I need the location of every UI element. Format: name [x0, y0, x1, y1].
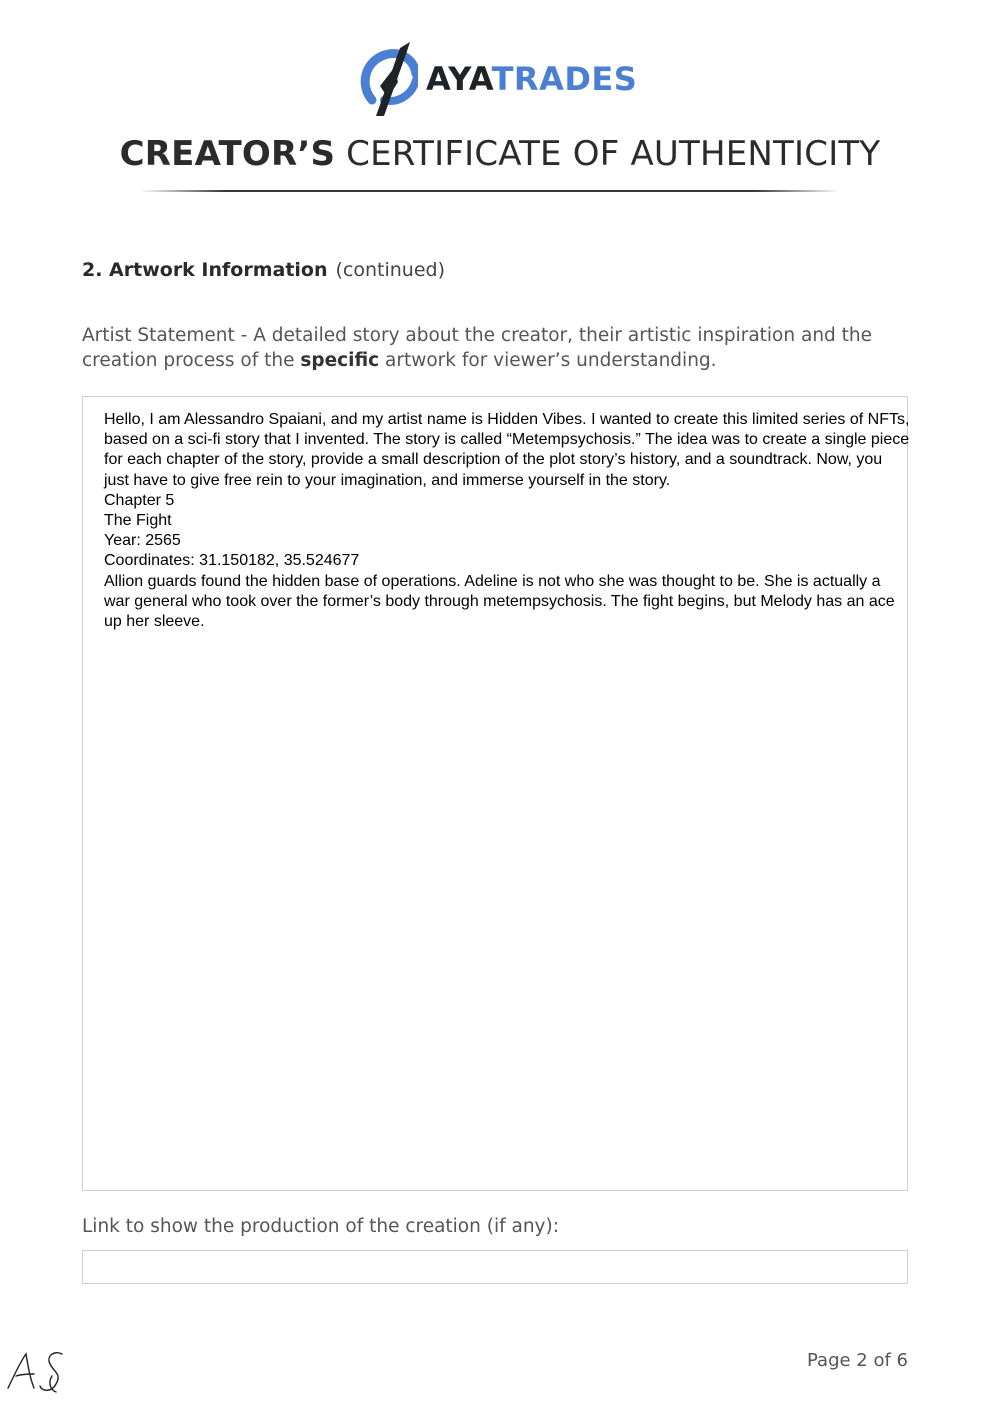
statement-chapter-title: The Fight: [104, 512, 172, 530]
certificate-title-bold: CREATOR’S: [119, 134, 336, 174]
statement-chapter-story: Allion guards found the hidden base of operations. Adeline is not who she was thought to be. She is actually a war general who took over the former’s body through metempsychosis. The fight begins, but Melody has an ace up her sleeve.: [104, 572, 895, 631]
brand-part-trades: TRADES: [491, 60, 638, 98]
production-link-label: Link to show the production of the creation (if any):: [82, 1216, 559, 1237]
artist-statement-label: [82, 323, 902, 373]
certificate-title: [0, 134, 1000, 174]
brand-name: [426, 60, 637, 98]
artist-statement-text: [104, 410, 910, 632]
section-heading-note: (continued): [335, 259, 446, 281]
page-number: Page 2 of 6: [807, 1350, 908, 1371]
statement-coordinates: Coordinates: 31.150182, 35.524677: [104, 552, 360, 570]
ayatrades-logo-icon: [354, 40, 418, 118]
statement-label-part2: artwork for viewer’s understanding.: [379, 350, 717, 371]
certificate-title-rest: CERTIFICATE OF AUTHENTICITY: [335, 134, 881, 174]
brand-part-aya: AYA: [426, 60, 492, 98]
artist-statement-field[interactable]: [82, 396, 908, 1191]
section-heading-title: 2. Artwork Information: [82, 259, 328, 281]
production-link-field[interactable]: [82, 1250, 908, 1284]
statement-year: Year: 2565: [104, 532, 181, 550]
ayatrades-logo: [354, 38, 644, 120]
statement-paragraph: Hello, I am Alessandro Spaiani, and my artist name is Hidden Vibes. I wanted to create this limited series of NFTs, based on a sci-fi story that I invented. The story is called “Metempsychosis.” The idea was to create a single piece for each chapter of the story, provide a small description of the plot story’s history, and a soundtrack. Now, you just have to give free rein to your imagination, and immerse yourself in the story.: [104, 411, 910, 489]
statement-label-part1: Artist Statement - A detailed story about the creator, their artistic inspiration and the creation process of the: [82, 325, 873, 371]
title-divider: [140, 190, 840, 192]
section-heading: [82, 259, 445, 281]
statement-chapter: Chapter 5: [104, 491, 175, 509]
statement-label-bold: specific: [300, 350, 380, 371]
signature-image: [4, 1346, 74, 1396]
